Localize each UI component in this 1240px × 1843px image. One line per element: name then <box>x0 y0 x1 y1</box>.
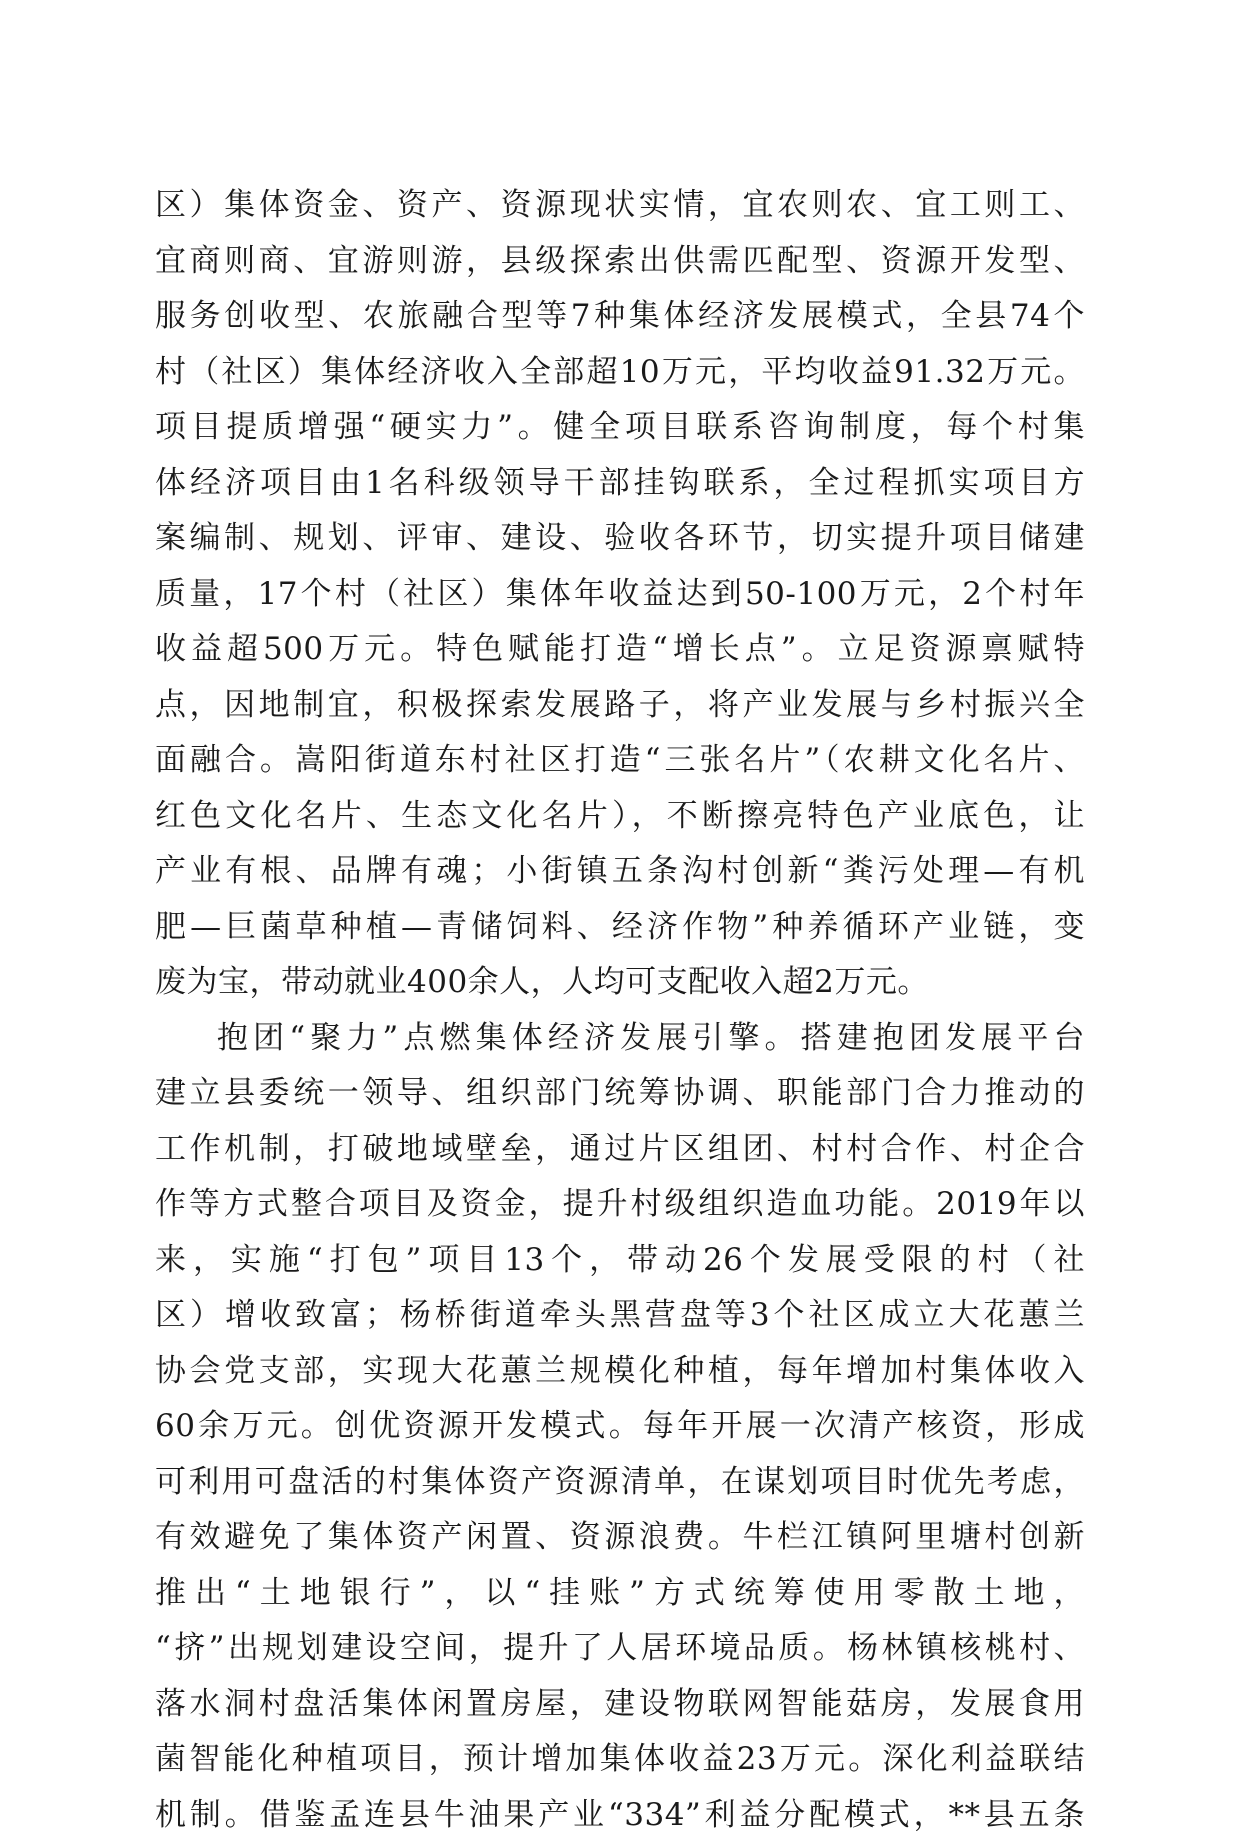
text-line: “挤”出规划建设空间，提升了人居环境品质。杨林镇核桃村、 <box>155 1621 1085 1677</box>
text-line: 宜商则商、宜游则游，县级探索出供需匹配型、资源开发型、 <box>155 234 1085 290</box>
text-line: 菌智能化种植项目，预计增加集体收益23万元。深化利益联结 <box>155 1732 1085 1788</box>
text-line: 项目提质增强“硬实力”。健全项目联系咨询制度，每个村集 <box>155 400 1085 456</box>
text-line: 服务创收型、农旅融合型等7种集体经济发展模式，全县74个 <box>155 289 1085 345</box>
text-line: 60余万元。创优资源开发模式。每年开展一次清产核资，形成 <box>155 1399 1085 1455</box>
text-line: 协会党支部，实现大花蕙兰规模化种植，每年增加村集体收入 <box>155 1344 1085 1400</box>
text-line: 机制。借鉴孟连县牛油果产业“334”利益分配模式，**县五条 <box>155 1788 1085 1843</box>
text-line: 收益超500万元。特色赋能打造“增长点”。立足资源禀赋特 <box>155 622 1085 678</box>
text-line: 产业有根、品牌有魂；小街镇五条沟村创新“粪污处理—有机 <box>155 844 1085 900</box>
text-line: 有效避免了集体资产闲置、资源浪费。牛栏江镇阿里塘村创新 <box>155 1510 1085 1566</box>
text-line: 体经济项目由1名科级领导干部挂钩联系，全过程抓实项目方 <box>155 456 1085 512</box>
text-line: 废为宝，带动就业400余人，人均可支配收入超2万元。 <box>155 955 1085 1011</box>
text-line: 点，因地制宜，积极探索发展路子，将产业发展与乡村振兴全 <box>155 678 1085 734</box>
text-line: 红色文化名片、生态文化名片），不断擦亮特色产业底色，让 <box>155 789 1085 845</box>
text-line: 推出“土地银行”，以“挂账”方式统筹使用零散土地， <box>155 1566 1085 1622</box>
text-line: 质量，17个村（社区）集体年收益达到50-100万元，2个村年 <box>155 567 1085 623</box>
text-line: 可利用可盘活的村集体资产资源清单，在谋划项目时优先考虑， <box>155 1455 1085 1511</box>
text-line: 村（社区）集体经济收入全部超10万元，平均收益91.32万元。 <box>155 345 1085 401</box>
text-line: 落水洞村盘活集体闲置房屋，建设物联网智能菇房，发展食用 <box>155 1677 1085 1733</box>
paragraph-first-line: 抱团“聚力”点燃集体经济发展引擎。搭建抱团发展平台 <box>155 1011 1085 1067</box>
text-line: 区）增收致富；杨桥街道牵头黑营盘等3个社区成立大花蕙兰 <box>155 1288 1085 1344</box>
text-line: 作等方式整合项目及资金，提升村级组织造血功能。2019年以 <box>155 1177 1085 1233</box>
text-line: 建立县委统一领导、组织部门统筹协调、职能部门合力推动的 <box>155 1066 1085 1122</box>
text-line: 来，实施“打包”项目13个，带动26个发展受限的村（社 <box>155 1233 1085 1289</box>
text-line: 案编制、规划、评审、建设、验收各环节，切实提升项目储建 <box>155 511 1085 567</box>
text-line: 面融合。嵩阳街道东村社区打造“三张名片”（农耕文化名片、 <box>155 733 1085 789</box>
document-body <box>155 178 1085 1843</box>
text-line: 工作机制，打破地域壁垒，通过片区组团、村村合作、村企合 <box>155 1122 1085 1178</box>
text-line: 区）集体资金、资产、资源现状实情，宜农则农、宜工则工、 <box>155 178 1085 234</box>
text-line: 肥—巨菌草种植—青储饲料、经济作物”种养循环产业链，变 <box>155 900 1085 956</box>
